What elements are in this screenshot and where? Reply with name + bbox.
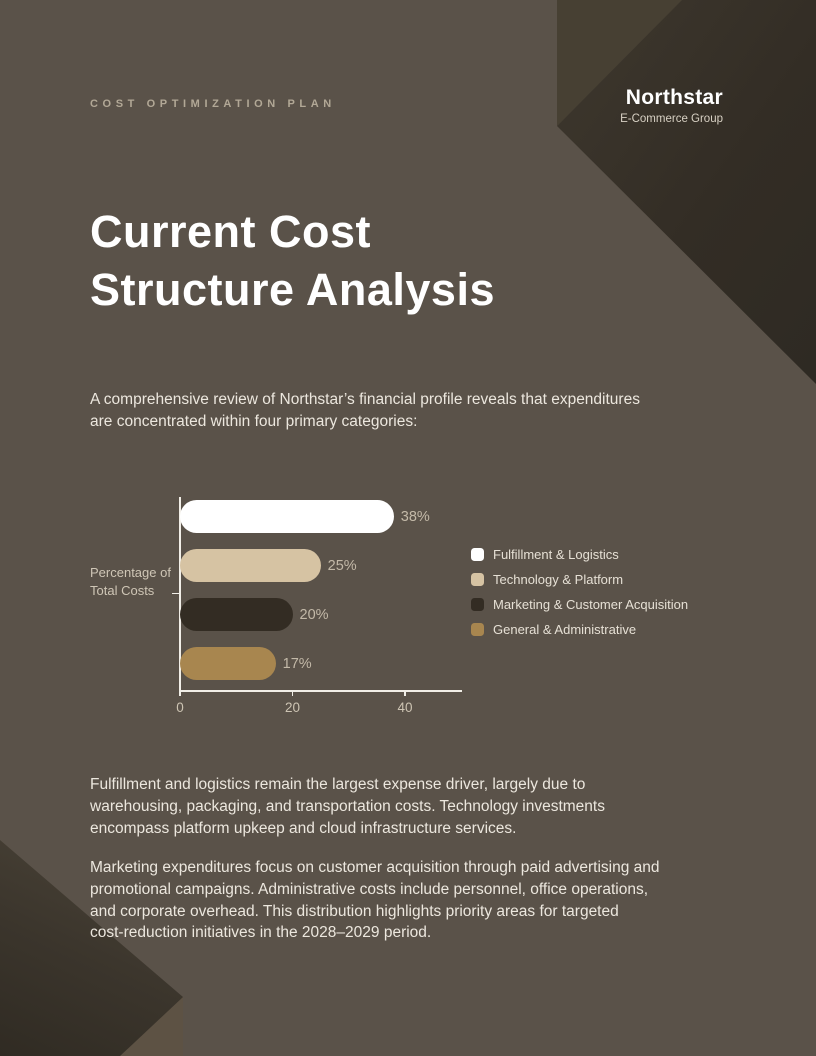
chart-legend: [471, 548, 688, 648]
body-line: cost-reduction initiatives in the 2028–2029 period.: [90, 924, 432, 942]
bar-chart: [176, 497, 462, 715]
x-tick-mark: [179, 691, 181, 696]
chart-bar: [180, 549, 321, 582]
legend-label: Marketing & Customer Acquisition: [493, 597, 689, 612]
bar-value-label: 38%: [400, 508, 430, 525]
x-tick-mark: [404, 691, 406, 696]
legend-item: [471, 548, 688, 561]
body-paragraph-2: [90, 857, 660, 944]
body-line: Fulfillment and logistics remain the largest expense driver, largely due to: [90, 776, 586, 793]
bar-value-label: 17%: [282, 655, 312, 672]
x-tick-label: 0: [176, 700, 184, 715]
legend-swatch: [471, 573, 484, 586]
legend-label: Fulfillment & Logistics: [493, 547, 619, 562]
bar-value-label: 20%: [299, 606, 329, 623]
legend-item: [471, 573, 688, 586]
legend-label: Technology & Platform: [493, 572, 624, 587]
x-tick-label: 20: [284, 700, 301, 715]
body-line: Marketing expenditures focus on customer acquisition through paid advertising and: [90, 859, 660, 876]
brand-tagline: E-Commerce Group: [620, 113, 723, 125]
page-title-line-2: Structure Analysis: [90, 264, 495, 315]
body-line: encompass platform upkeep and cloud infrastructure services.: [90, 819, 517, 837]
chart-bar: [180, 598, 293, 631]
x-tick-mark: [292, 691, 294, 696]
chart-y-axis-title: Percentage of Total Costs: [90, 565, 171, 598]
page-title-line-1: Current Cost: [90, 206, 372, 257]
body-line: and corporate overhead. This distribution highlights priority areas for targeted: [90, 902, 619, 920]
legend-swatch: [471, 548, 484, 561]
legend-swatch: [471, 623, 484, 636]
document-kicker: COST OPTIMIZATION PLAN: [90, 98, 336, 110]
x-tick-label: 40: [397, 700, 413, 715]
brand-logo: [620, 86, 723, 125]
legend-label: General & Administrative: [493, 622, 637, 637]
brand-name: Northstar: [625, 86, 723, 109]
intro-line: A comprehensive review of Northstar’s financial profile reveals that expenditures: [90, 391, 640, 408]
legend-swatch: [471, 598, 484, 611]
legend-item: [471, 598, 688, 611]
body-paragraph-1: [90, 774, 605, 839]
intro-line: are concentrated within four primary categories:: [90, 412, 418, 430]
chart-bar: [180, 500, 394, 533]
chart-y-axis-tick: [172, 593, 180, 595]
chart-bar: [180, 647, 276, 680]
legend-item: [471, 623, 688, 636]
body-line: warehousing, packaging, and transportation costs. Technology investments: [90, 797, 605, 815]
intro-paragraph: [90, 389, 640, 433]
bar-value-label: 25%: [327, 557, 357, 574]
page-title: [90, 203, 495, 319]
chart-x-axis-line: [179, 690, 462, 692]
body-line: promotional campaigns. Administrative costs include personnel, office operations,: [90, 880, 649, 898]
